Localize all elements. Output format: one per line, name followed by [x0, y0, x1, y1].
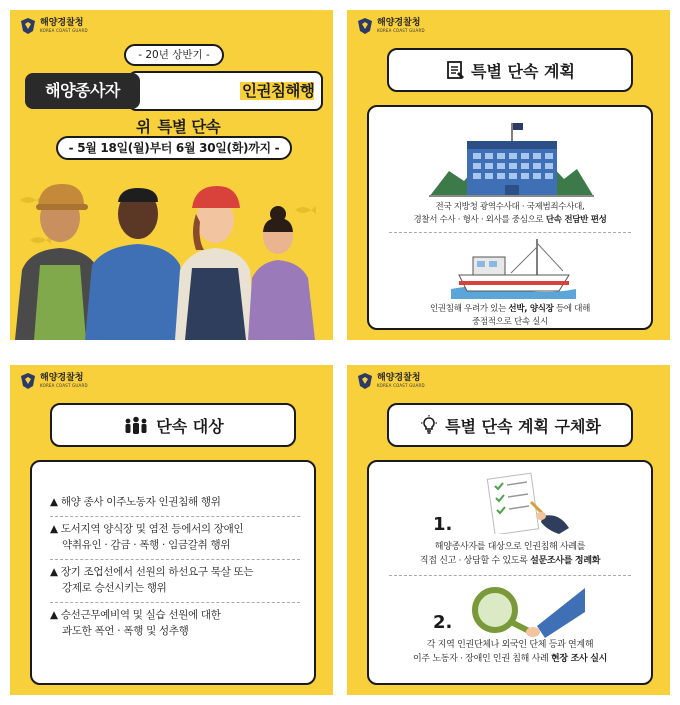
plan-detail-content	[367, 460, 653, 685]
step-number-1: 1.	[433, 514, 453, 535]
brand-sub: KOREA COAST GUARD	[377, 28, 425, 33]
list-item	[50, 603, 300, 645]
plan-detail-panel	[347, 365, 670, 695]
plan-item-1-emphasis: 단속 전담반 편성	[545, 215, 607, 225]
target-line: ▲ 장기 조업선에서 선원의 하선요구 묵살 또는	[50, 566, 254, 578]
target-line-continued: 과도한 폭언 · 폭행 및 성추행	[62, 625, 189, 637]
title-main-box	[128, 71, 323, 136]
coast-guard-logo	[20, 372, 88, 390]
brand-name: 해양경찰청	[377, 18, 421, 28]
brand-name: 해양경찰청	[40, 373, 84, 383]
coast-guard-emblem-icon	[357, 17, 373, 35]
step-number-2: 2.	[433, 612, 453, 633]
target-line: ▲ 해양 종사 이주노동자 인권침해 행위	[50, 496, 221, 508]
coast-guard-emblem-icon	[20, 17, 36, 35]
plan-item-1-line1: 전국 지방청 광역수사대 · 국제범죄수사대,	[435, 202, 585, 212]
fishing-boat-illustration	[451, 239, 576, 299]
enforcement-plan-panel	[347, 10, 670, 340]
plan-item-2-emphasis: 선박, 양식장	[508, 304, 554, 314]
plan-detail-title: 특별 단속 계획 구체화	[445, 416, 601, 436]
coast-guard-logo	[20, 17, 88, 35]
plan-item-2-line1-prefix: 인권침해 우려가 있는	[429, 304, 506, 314]
divider	[389, 575, 631, 576]
survey-checklist-illustration	[481, 472, 571, 534]
coast-guard-logo	[357, 17, 425, 35]
title-highlight: 인권침해행위	[136, 82, 315, 136]
list-item	[50, 517, 300, 560]
detail-item-2-emphasis: 현장 조사 실시	[550, 654, 608, 664]
plan-item-2-line1-suffix: 등에 대해	[555, 304, 591, 314]
enforcement-plan-title: 특별 단속 계획	[471, 61, 575, 81]
coast-guard-emblem-icon	[20, 372, 36, 390]
lightbulb-icon	[419, 415, 439, 435]
target-line: ▲ 도서지역 양식장 및 염전 등에서의 장애인	[50, 523, 244, 535]
coast-guard-logo	[357, 372, 425, 390]
title-part2: 특별 단속	[157, 118, 221, 136]
detail-item-1-emphasis: 설문조사를 정례화	[530, 556, 601, 566]
detail-item-1-line1: 해양종사자를 대상으로 인권침해 사례를	[434, 542, 586, 552]
detail-item-2	[369, 638, 651, 666]
enforcement-plan-content	[367, 105, 653, 330]
group-people-icon	[122, 415, 150, 435]
plan-item-1-line2: 경찰서 수사 · 형사 · 외사를 중심으로	[413, 215, 544, 225]
workers-illustration	[10, 170, 333, 340]
enforcement-plan-header	[387, 48, 633, 92]
brand-sub: KOREA COAST GUARD	[40, 383, 88, 388]
target-line-continued: 약취유인 · 감금 · 폭행 · 임금갈취 행위	[62, 539, 231, 551]
targets-list	[50, 490, 300, 645]
plan-item-2	[369, 303, 651, 329]
detail-item-1	[369, 540, 651, 568]
period-tag: - 20년 상반기 -	[124, 44, 224, 66]
plan-detail-header	[387, 403, 633, 447]
detail-item-2-line1: 각 지역 인권단체나 외국인 단체 등과 연계해	[426, 640, 594, 650]
coast-guard-emblem-icon	[357, 372, 373, 390]
target-line: ▲ 승선근무예비역 및 실습 선원에 대한	[50, 609, 221, 621]
list-item	[50, 560, 300, 603]
date-range: - 5월 18일(월)부터 6월 30일(화)까지 -	[56, 136, 292, 160]
target-line-continued: 강제로 승선시키는 행위	[62, 582, 167, 594]
brand-sub: KOREA COAST GUARD	[40, 28, 88, 33]
targets-title: 단속 대상	[156, 416, 224, 436]
brand-name: 해양경찰청	[377, 373, 421, 383]
targets-panel	[10, 365, 333, 695]
document-icon	[445, 60, 465, 80]
list-item	[50, 490, 300, 517]
campaign-cover-panel	[10, 10, 333, 340]
detail-item-1-line2: 직접 신고 · 상담할 수 있도록	[419, 556, 528, 566]
title-part1: 해양종사자	[25, 73, 140, 109]
magnifier-illustration	[467, 582, 587, 640]
brand-sub: KOREA COAST GUARD	[377, 383, 425, 388]
plan-item-2-line2: 중점적으로 단속 실시	[471, 317, 548, 327]
detail-item-2-line2: 이주 노동자 · 장애인 인권 침해 사례	[412, 654, 549, 664]
divider	[389, 232, 631, 233]
police-building-illustration	[429, 119, 594, 197]
plan-item-1	[369, 201, 651, 227]
brand-name: 해양경찰청	[40, 18, 84, 28]
targets-header	[50, 403, 296, 447]
